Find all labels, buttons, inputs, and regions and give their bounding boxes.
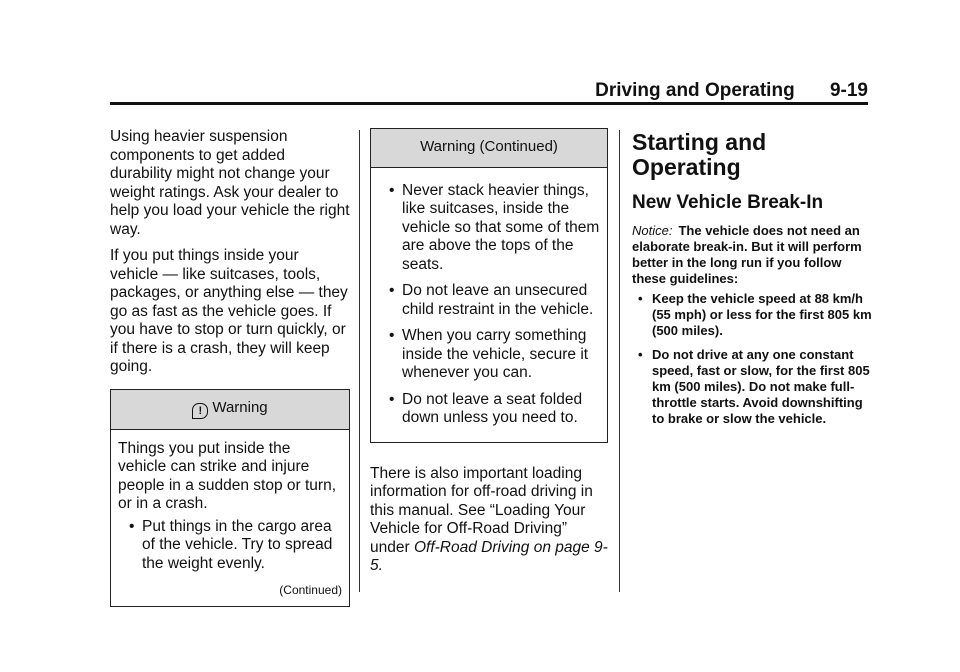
paragraph: If you put things inside your vehicle — like suitcases, tools, packages, or anything else — they go as fast as the vehicle goes. If you have to stop or turn quickly, or if there is a crash, they will keep going. <box>110 247 348 375</box>
notice-list <box>632 291 872 427</box>
column-divider <box>359 130 360 592</box>
list-item: • Keep the vehicle speed at 88 km/h (55 mph) or less for the first 805 km (500 miles). <box>632 291 872 339</box>
warning-body <box>371 168 607 442</box>
section-title: Driving and Operating <box>595 80 795 101</box>
paragraph <box>370 465 608 576</box>
header-rule <box>110 102 868 105</box>
list-item: • Do not drive at any one constant speed, fast or slow, for the first 805 km (500 miles). Do not make full-throttle starts. Avoid downshifting to brake or slow the vehicle. <box>632 347 872 427</box>
column-divider <box>619 130 620 592</box>
notice <box>632 223 872 427</box>
column-middle <box>370 128 608 584</box>
column-right <box>632 128 872 435</box>
paragraph: Using heavier suspension components to get added durability might not change your weight ratings. Ask your dealer to help you load your vehicle the right way. <box>110 128 350 238</box>
list-item: • Do not leave an unsecured child restraint in the vehicle. <box>378 282 600 319</box>
warning-header: Warning (Continued) <box>371 129 607 168</box>
list-item: • Never stack heavier things, like suitcases, inside the vehicle so that some of them are above the tops of the seats. <box>378 182 600 275</box>
warning-icon: ! <box>192 403 208 419</box>
notice-text: The vehicle does not need an elaborate break-in. But it will perform better in the long run if you follow these guidelines: <box>632 222 862 286</box>
page-header <box>110 80 868 104</box>
warning-box <box>110 389 350 607</box>
page-number: 9-19 <box>829 80 868 101</box>
paragraph-text: There is also important loading information for off-road driving in this manual. See “Loading Your Vehicle for Off-Road Driving” under <box>370 464 593 556</box>
column-left <box>110 128 350 607</box>
continued-label: (Continued) <box>279 583 342 597</box>
warning-header <box>111 390 349 430</box>
list-item: • Do not leave a seat folded down unless you need to. <box>378 391 600 428</box>
warning-list <box>378 182 600 428</box>
list-item: • When you carry something inside the vehicle, secure it whenever you can. <box>378 327 600 383</box>
warning-box <box>370 128 608 443</box>
subsection-heading: New Vehicle Break-In <box>632 192 824 213</box>
warning-body <box>111 430 349 606</box>
notice-label: Notice: <box>632 222 673 238</box>
warning-list <box>118 518 342 574</box>
list-item: • Put things in the cargo area of the vehicle. Try to spread the weight evenly. <box>118 518 342 574</box>
section-heading: Starting and Operating <box>632 129 767 180</box>
warning-title: Warning <box>212 398 268 416</box>
warning-text: Things you put inside the vehicle can strike and injure people in a sudden stop or turn, or in a crash. <box>118 439 337 512</box>
cross-reference: Off-Road Driving on page 9-5. <box>370 538 608 574</box>
